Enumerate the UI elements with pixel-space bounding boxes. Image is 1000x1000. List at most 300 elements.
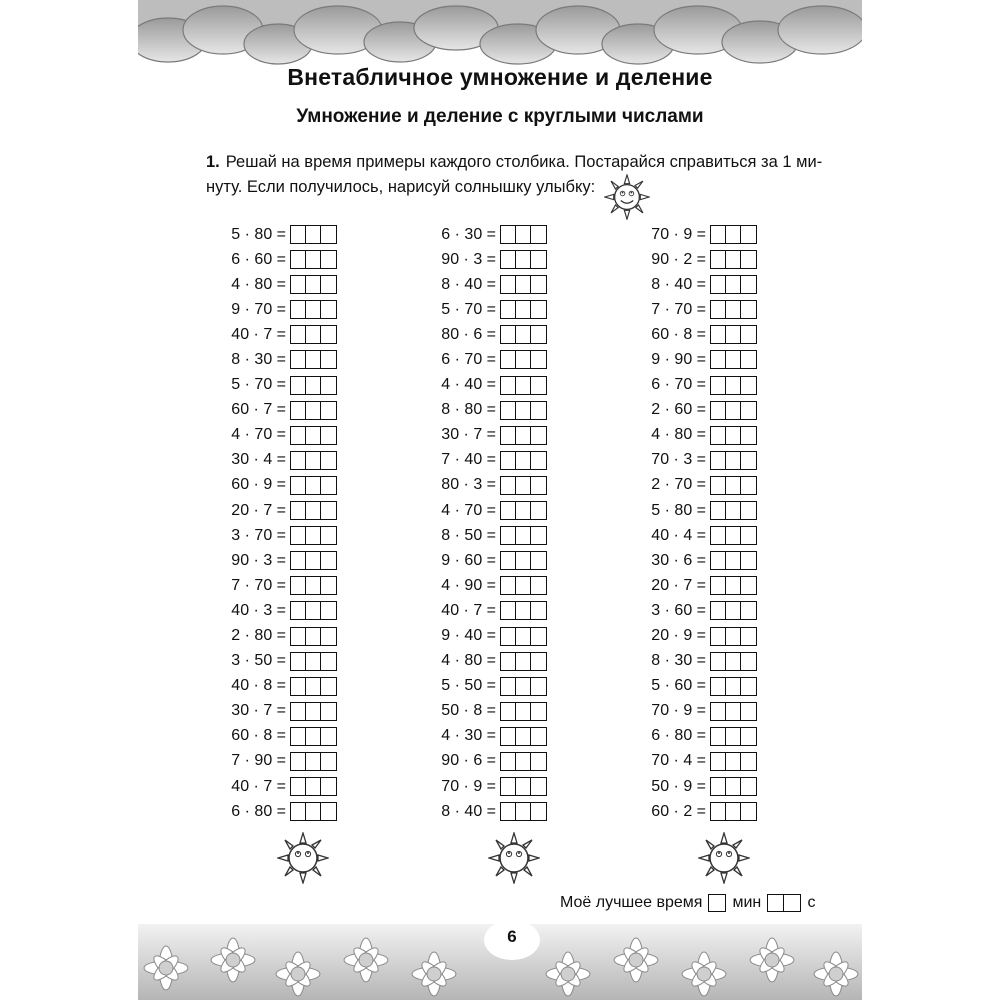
example-expression: 5 · 80 =: [651, 501, 706, 519]
answer-boxes: [710, 401, 757, 420]
example-expression: 6 · 80 =: [231, 802, 286, 820]
answer-digit-box[interactable]: [530, 476, 547, 495]
answer-boxes: [500, 752, 547, 771]
example-expression: 4 · 40 =: [441, 376, 496, 394]
answer-boxes: [500, 551, 547, 570]
example-expression: 30 · 7 =: [441, 426, 496, 444]
answer-boxes: [290, 501, 337, 520]
example-row: [200, 674, 337, 699]
task-text-line-2: нуту. Если получилось, нарисуй солнышку улыбку:: [206, 178, 596, 196]
answer-boxes: [290, 451, 337, 470]
seconds-boxes: [767, 894, 801, 912]
answer-digit-box[interactable]: [530, 501, 547, 520]
answer-digit-box[interactable]: [530, 325, 547, 344]
answer-digit-box[interactable]: [530, 551, 547, 570]
example-expression: 6 · 80 =: [651, 727, 706, 745]
answer-boxes: [500, 802, 547, 821]
answer-digit-box[interactable]: [320, 376, 337, 395]
answer-boxes: [710, 501, 757, 520]
answer-boxes: [290, 401, 337, 420]
answer-boxes: [710, 601, 757, 620]
example-expression: 4 · 80 =: [441, 652, 496, 670]
answer-digit-box[interactable]: [530, 250, 547, 269]
example-row: [620, 674, 757, 699]
answer-boxes: [290, 526, 337, 545]
answer-digit-box[interactable]: [320, 250, 337, 269]
example-row: [620, 498, 757, 523]
example-row: [620, 598, 757, 623]
example-expression: 3 · 60 =: [651, 601, 706, 619]
answer-digit-box[interactable]: [740, 250, 757, 269]
example-expression: 80 · 6 =: [441, 325, 496, 343]
answer-digit-box[interactable]: [740, 802, 757, 821]
answer-digit-box[interactable]: [320, 652, 337, 671]
example-expression: 9 · 60 =: [441, 551, 496, 569]
answer-boxes: [710, 727, 757, 746]
task-text-line-1: Решай на время примеры каждого столбика. Постарайся справиться за 1 ми-: [225, 153, 823, 171]
example-row: [620, 347, 757, 372]
example-expression: 6 · 70 =: [651, 376, 706, 394]
example-row: [200, 523, 337, 548]
answer-boxes: [500, 601, 547, 620]
example-row: [200, 573, 337, 598]
example-row: [410, 272, 547, 297]
answer-digit-box[interactable]: [320, 677, 337, 696]
example-row: [620, 322, 757, 347]
example-expression: 40 · 7 =: [231, 777, 286, 795]
example-expression: 40 · 3 =: [231, 601, 286, 619]
example-row: [620, 548, 757, 573]
answer-boxes: [500, 225, 547, 244]
example-expression: 70 · 9 =: [651, 702, 706, 720]
answer-boxes: [290, 702, 337, 721]
answer-digit-box[interactable]: [740, 451, 757, 470]
example-row: [410, 749, 547, 774]
answer-boxes: [710, 677, 757, 696]
example-expression: 90 · 6 =: [441, 752, 496, 770]
answer-digit-box[interactable]: [320, 702, 337, 721]
example-expression: 50 · 9 =: [651, 777, 706, 795]
answer-boxes: [500, 476, 547, 495]
example-row: [200, 724, 337, 749]
answer-digit-box[interactable]: [740, 526, 757, 545]
example-expression: 4 · 80 =: [231, 275, 286, 293]
answer-digit-box[interactable]: [740, 275, 757, 294]
answer-digit-box[interactable]: [530, 451, 547, 470]
example-row: [620, 649, 757, 674]
example-row: [620, 724, 757, 749]
answer-boxes: [500, 300, 547, 319]
answer-boxes: [500, 526, 547, 545]
example-row: [410, 423, 547, 448]
example-row: [200, 799, 337, 824]
answer-boxes: [500, 426, 547, 445]
example-expression: 70 · 3 =: [651, 451, 706, 469]
answer-boxes: [290, 350, 337, 369]
example-row: [410, 624, 547, 649]
answer-boxes: [500, 275, 547, 294]
example-row: [200, 373, 337, 398]
answer-digit-box[interactable]: [530, 627, 547, 646]
answer-digit-box[interactable]: [740, 702, 757, 721]
example-expression: 60 · 9 =: [231, 476, 286, 494]
minutes-label: мин: [732, 894, 762, 911]
example-row: [620, 247, 757, 272]
answer-digit-box[interactable]: [740, 401, 757, 420]
example-row: [410, 498, 547, 523]
example-row: [620, 423, 757, 448]
example-expression: 60 · 8 =: [231, 727, 286, 745]
example-expression: 7 · 70 =: [651, 300, 706, 318]
answer-digit-box[interactable]: [740, 677, 757, 696]
example-row: [620, 699, 757, 724]
example-expression: 8 · 50 =: [441, 526, 496, 544]
answer-digit-box[interactable]: [320, 526, 337, 545]
answer-digit-box[interactable]: [740, 727, 757, 746]
example-expression: 60 · 8 =: [651, 325, 706, 343]
sun-face-icon: [604, 174, 650, 220]
answer-digit-box[interactable]: [740, 551, 757, 570]
example-expression: 4 · 30 =: [441, 727, 496, 745]
example-row: [620, 373, 757, 398]
example-row: [620, 448, 757, 473]
example-row: [410, 573, 547, 598]
example-row: [620, 749, 757, 774]
answer-digit-box[interactable]: [740, 752, 757, 771]
example-expression: 90 · 3 =: [231, 551, 286, 569]
answer-digit-box[interactable]: [320, 350, 337, 369]
answer-boxes: [290, 551, 337, 570]
example-row: [200, 222, 337, 247]
answer-boxes: [710, 451, 757, 470]
answer-boxes: [500, 451, 547, 470]
answer-boxes: [500, 652, 547, 671]
answer-digit-box[interactable]: [530, 376, 547, 395]
example-row: [410, 774, 547, 799]
example-expression: 7 · 70 =: [231, 576, 286, 594]
answer-digit-box[interactable]: [530, 576, 547, 595]
answer-digit-box[interactable]: [320, 426, 337, 445]
answer-boxes: [710, 225, 757, 244]
answer-digit-box[interactable]: [530, 350, 547, 369]
answer-boxes: [710, 426, 757, 445]
answer-boxes: [710, 752, 757, 771]
example-expression: 90 · 3 =: [441, 250, 496, 268]
example-row: [620, 774, 757, 799]
best-time: [560, 894, 815, 912]
example-expression: 5 · 50 =: [441, 677, 496, 695]
answer-digit-box[interactable]: [530, 601, 547, 620]
example-row: [620, 573, 757, 598]
example-expression: 40 · 4 =: [651, 526, 706, 544]
answer-digit-box[interactable]: [740, 350, 757, 369]
examples-column-2: [410, 222, 547, 824]
example-row: [200, 347, 337, 372]
example-expression: 3 · 70 =: [231, 526, 286, 544]
example-expression: 20 · 7 =: [231, 501, 286, 519]
answer-digit-box[interactable]: [530, 401, 547, 420]
sun-face-icon[interactable]: [488, 832, 540, 884]
example-row: [410, 724, 547, 749]
example-row: [620, 473, 757, 498]
answer-boxes: [710, 350, 757, 369]
answer-digit-box[interactable]: [740, 501, 757, 520]
example-expression: 2 · 60 =: [651, 401, 706, 419]
answer-boxes: [290, 250, 337, 269]
answer-boxes: [710, 702, 757, 721]
example-expression: 9 · 90 =: [651, 350, 706, 368]
example-expression: 6 · 70 =: [441, 350, 496, 368]
sun-face-icon[interactable]: [698, 832, 750, 884]
answer-digit-box[interactable]: [740, 300, 757, 319]
answer-digit-box[interactable]: [740, 426, 757, 445]
example-row: [200, 297, 337, 322]
answer-digit-box[interactable]: [320, 752, 337, 771]
answer-digit-box[interactable]: [320, 451, 337, 470]
example-row: [410, 649, 547, 674]
answer-digit-box[interactable]: [320, 601, 337, 620]
answer-boxes: [290, 576, 337, 595]
answer-boxes: [290, 376, 337, 395]
example-expression: 60 · 7 =: [231, 401, 286, 419]
answer-boxes: [500, 501, 547, 520]
example-expression: 70 · 4 =: [651, 752, 706, 770]
example-expression: 9 · 70 =: [231, 300, 286, 318]
answer-digit-box[interactable]: [530, 752, 547, 771]
task-number: 1.: [206, 153, 220, 171]
answer-digit-box[interactable]: [740, 601, 757, 620]
answer-digit-box[interactable]: [740, 325, 757, 344]
example-expression: 9 · 40 =: [441, 627, 496, 644]
example-row: [410, 799, 547, 824]
example-expression: 30 · 7 =: [231, 702, 286, 720]
example-expression: 20 · 9 =: [651, 627, 706, 644]
example-expression: 6 · 60 =: [231, 250, 286, 268]
example-row: [410, 297, 547, 322]
answer-digit-box[interactable]: [530, 526, 547, 545]
answer-digit-box[interactable]: [320, 727, 337, 746]
answer-digit-box[interactable]: [530, 652, 547, 671]
example-row: [200, 498, 337, 523]
answer-digit-box[interactable]: [320, 501, 337, 520]
answer-digit-box[interactable]: [320, 325, 337, 344]
example-expression: 70 · 9 =: [441, 777, 496, 795]
example-row: [410, 222, 547, 247]
example-row: [200, 598, 337, 623]
answer-digit-box[interactable]: [740, 576, 757, 595]
example-row: [200, 247, 337, 272]
answer-digit-box[interactable]: [530, 275, 547, 294]
answer-digit-box[interactable]: [320, 802, 337, 821]
example-row: [620, 624, 757, 649]
answer-boxes: [290, 426, 337, 445]
answer-digit-box[interactable]: [530, 702, 547, 721]
answer-boxes: [500, 325, 547, 344]
example-row: [410, 247, 547, 272]
example-expression: 4 · 70 =: [231, 426, 286, 444]
examples-column-3: [620, 222, 757, 824]
example-row: [200, 624, 337, 649]
answer-digit-box[interactable]: [320, 476, 337, 495]
example-row: [410, 322, 547, 347]
example-row: [410, 347, 547, 372]
example-row: [410, 699, 547, 724]
example-expression: 4 · 70 =: [441, 501, 496, 519]
answer-digit-box[interactable]: [740, 476, 757, 495]
answer-boxes: [500, 627, 547, 646]
example-row: [200, 272, 337, 297]
answer-boxes: [500, 727, 547, 746]
example-row: [410, 448, 547, 473]
example-expression: 40 · 7 =: [441, 601, 496, 619]
example-row: [200, 749, 337, 774]
example-row: [200, 699, 337, 724]
task-instructions: [206, 150, 826, 200]
example-expression: 8 · 40 =: [441, 275, 496, 293]
answer-boxes: [710, 551, 757, 570]
example-row: [200, 649, 337, 674]
best-time-label: Моё лучшее время: [560, 894, 703, 911]
example-expression: 5 · 70 =: [441, 300, 496, 318]
answer-digit-box[interactable]: [320, 576, 337, 595]
answer-boxes: [290, 601, 337, 620]
answer-digit-box[interactable]: [320, 551, 337, 570]
answer-boxes: [290, 752, 337, 771]
answer-boxes: [500, 401, 547, 420]
answer-boxes: [500, 350, 547, 369]
answer-boxes: [290, 300, 337, 319]
example-row: [200, 448, 337, 473]
example-row: [410, 674, 547, 699]
example-expression: 5 · 70 =: [231, 376, 286, 394]
example-row: [200, 322, 337, 347]
example-expression: 2 · 70 =: [651, 476, 706, 494]
answer-boxes: [710, 376, 757, 395]
sun-face-icon[interactable]: [277, 832, 329, 884]
answer-digit-box[interactable]: [320, 627, 337, 646]
example-expression: 4 · 80 =: [651, 426, 706, 444]
answer-digit-box[interactable]: [530, 426, 547, 445]
clouds-decoration: [138, 0, 862, 72]
answer-boxes: [500, 777, 547, 796]
example-expression: 4 · 90 =: [441, 576, 496, 594]
example-row: [620, 297, 757, 322]
example-row: [200, 774, 337, 799]
example-expression: 60 · 2 =: [651, 802, 706, 820]
answer-boxes: [290, 325, 337, 344]
answer-boxes: [710, 250, 757, 269]
answer-boxes: [710, 627, 757, 646]
answer-digit-box[interactable]: [320, 275, 337, 294]
answer-boxes: [710, 275, 757, 294]
seconds-box[interactable]: [783, 894, 801, 912]
answer-boxes: [710, 476, 757, 495]
example-expression: 7 · 40 =: [441, 451, 496, 469]
page-subtitle: Умножение и деление с круглыми числами: [296, 106, 704, 127]
minutes-box[interactable]: [708, 894, 726, 912]
answer-boxes: [290, 677, 337, 696]
answer-digit-box[interactable]: [320, 300, 337, 319]
answer-boxes: [710, 325, 757, 344]
answer-digit-box[interactable]: [530, 225, 547, 244]
example-row: [410, 373, 547, 398]
example-row: [620, 222, 757, 247]
answer-boxes: [500, 376, 547, 395]
answer-boxes: [290, 476, 337, 495]
answer-digit-box[interactable]: [530, 727, 547, 746]
answer-digit-box[interactable]: [740, 777, 757, 796]
answer-digit-box[interactable]: [530, 802, 547, 821]
answer-digit-box[interactable]: [740, 627, 757, 646]
example-expression: 80 · 3 =: [441, 476, 496, 494]
answer-boxes: [500, 250, 547, 269]
answer-digit-box[interactable]: [320, 225, 337, 244]
examples-column-1: [200, 222, 337, 824]
answer-boxes: [710, 576, 757, 595]
answer-digit-box[interactable]: [740, 376, 757, 395]
answer-boxes: [710, 300, 757, 319]
example-row: [200, 398, 337, 423]
answer-digit-box[interactable]: [740, 225, 757, 244]
answer-boxes: [290, 777, 337, 796]
answer-boxes: [290, 652, 337, 671]
example-row: [620, 272, 757, 297]
example-expression: 8 · 80 =: [441, 401, 496, 419]
seconds-label: с: [807, 894, 816, 911]
answer-digit-box[interactable]: [530, 777, 547, 796]
example-expression: 8 · 40 =: [651, 275, 706, 293]
example-expression: 3 · 50 =: [231, 652, 286, 670]
answer-boxes: [290, 727, 337, 746]
answer-boxes: [710, 652, 757, 671]
answer-digit-box[interactable]: [320, 401, 337, 420]
example-expression: 30 · 4 =: [231, 451, 286, 469]
answer-digit-box[interactable]: [530, 300, 547, 319]
example-expression: 7 · 90 =: [231, 752, 286, 770]
example-expression: 5 · 80 =: [231, 225, 286, 243]
example-expression: 5 · 60 =: [651, 677, 706, 695]
example-expression: 40 · 8 =: [231, 677, 286, 695]
example-expression: 8 · 30 =: [651, 652, 706, 670]
answer-boxes: [290, 802, 337, 821]
answer-digit-box[interactable]: [320, 777, 337, 796]
example-expression: 30 · 6 =: [651, 551, 706, 569]
example-row: [200, 423, 337, 448]
example-row: [620, 398, 757, 423]
example-expression: 20 · 7 =: [651, 576, 706, 594]
answer-digit-box[interactable]: [530, 677, 547, 696]
example-row: [200, 473, 337, 498]
answer-boxes: [290, 627, 337, 646]
page-number: 6: [484, 920, 540, 960]
example-row: [410, 548, 547, 573]
example-row: [620, 799, 757, 824]
answer-boxes: [710, 526, 757, 545]
answer-boxes: [500, 677, 547, 696]
example-row: [200, 548, 337, 573]
example-expression: 70 · 9 =: [651, 225, 706, 243]
answer-digit-box[interactable]: [740, 652, 757, 671]
answer-boxes: [710, 777, 757, 796]
example-row: [620, 523, 757, 548]
example-row: [410, 523, 547, 548]
example-row: [410, 398, 547, 423]
answer-boxes: [710, 802, 757, 821]
example-expression: 90 · 2 =: [651, 250, 706, 268]
example-expression: 8 · 30 =: [231, 350, 286, 368]
example-expression: 2 · 80 =: [231, 627, 286, 644]
example-expression: 40 · 7 =: [231, 325, 286, 343]
